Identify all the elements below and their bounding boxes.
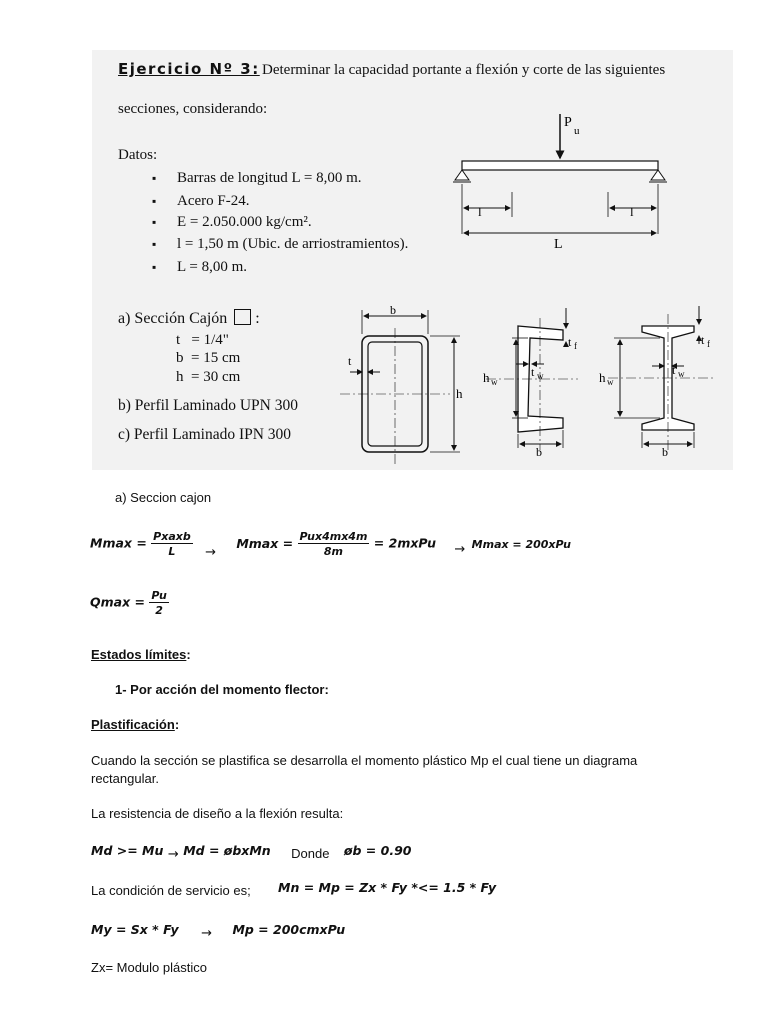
equation-mmax [90,530,571,558]
intro-line-2: secciones, considerando: [118,101,268,117]
fraction [151,530,193,558]
support-left [455,170,469,180]
arrow-icon: → [167,847,179,862]
tf-sub: f [574,341,577,351]
support-right [651,170,665,180]
para1-line1: Cuando la sección se plastifica se desarrolla el momento plástico Mp el cual tiene un diagrama [91,753,638,768]
load-label: P [564,115,572,130]
eq-rhs2: = 2mxPu [373,535,437,551]
section-c-label: c) Perfil Laminado IPN 300 [118,426,292,443]
upn-section-diagram [478,300,593,468]
dato-item: ▪ Barras de longitud L = 8,00 m. [177,170,362,187]
hw-sub: w [607,377,614,387]
tf-label: t [701,333,705,347]
t-label: t [348,354,352,368]
intro-line-1: Determinar la capacidad portante a flexión y corte de las siguientes [262,62,666,78]
hw-label: h [599,370,606,385]
box-symbol-icon [234,309,251,325]
fraction-den: L [168,545,176,558]
tf-sub: f [707,339,710,349]
eq-rhs3: Mmax = 200xPu [471,537,572,551]
fraction [298,530,370,558]
tw-label: t [672,363,676,377]
donde-label: Donde [291,846,330,861]
fraction-num: Pux4mx4m [299,530,368,543]
tw-sub: w [678,369,685,379]
param-h [176,369,240,386]
estados-colon: : [186,647,191,662]
exercise-title: Ejercicio Nº 3: [118,60,260,78]
tw-label: t [531,365,535,379]
arrow-icon: → [454,541,466,557]
load-sub: u [574,125,580,137]
eq-part: Md >= Mu [91,843,164,858]
hw-label: h [483,370,490,385]
fraction-den: 8m [323,545,344,558]
datos-label: Datos: [118,147,158,163]
section-a-text: a) Sección Cajón [118,310,228,327]
section-b-label: b) Perfil Laminado UPN 300 [118,397,298,414]
dato-item: ▪ l = 1,50 m (Ubic. de arriostramientos). [177,236,408,253]
eq-lhs: Qmax = [90,594,145,610]
param-value: = 1/4" [191,332,229,348]
b-label: b [662,445,668,459]
arrow-icon: → [205,544,216,560]
equation-md [91,842,411,860]
eq-part: My = Sx * Fy [91,922,179,937]
b-label: b [536,445,542,459]
dato-item: ▪ L = 8,00 m. [177,259,247,276]
param-name: b [176,350,184,366]
item-momento-flector: 1- Por acción del momento flector: [115,682,329,697]
fraction [149,589,169,617]
fraction-num: Pu [151,589,167,602]
estados-text: Estados límites [91,647,187,662]
box-section-diagram [335,300,475,468]
heading-estados-limites [91,647,191,662]
eq-part: øb = 0.90 [343,843,412,858]
l-left-label: l [478,204,482,219]
eq-part: Md = øbxMn [183,843,271,858]
zx-text: Zx= Modulo plástico [91,960,207,975]
tw-sub: w [537,371,544,381]
param-name: t [176,332,181,348]
plast-text: Plastificación [91,717,175,732]
tf-label: t [568,335,572,349]
l-right-label: l [630,204,634,219]
hw-sub: w [491,377,498,387]
param-b [176,350,240,367]
fraction-den: 2 [155,604,163,617]
para1-line2: rectangular. [91,771,159,786]
param-t [176,332,229,349]
param-name: h [176,369,184,385]
eq-part: Mp = 200cmxPu [232,922,346,937]
eq-lhs2: Mmax = [236,535,294,551]
para2: La resistencia de diseño a la flexión resulta: [91,806,344,821]
section-a-label [118,309,260,328]
equation-mn: Mn = Mp = Zx * Fy *<= 1.5 * Fy [278,880,497,895]
ipn-section-diagram [598,300,723,468]
eq-lhs: Mmax = [90,535,147,551]
beam-diagram [450,112,680,252]
equation-qmax [90,589,169,617]
fraction-num: Pxaxb [153,530,191,543]
heading-plastificacion [91,717,179,732]
dato-item: ▪ E = 2.050.000 kg/cm². [177,214,312,231]
param-value: = 30 cm [191,369,241,385]
L-label: L [554,237,563,252]
equation-my [91,921,345,939]
b-label: b [390,303,396,317]
heading-seccion-cajon: a) Seccion cajon [115,490,212,505]
section-a-colon: : [255,310,260,327]
beam [462,161,658,170]
dato-item: ▪ Acero F-24. [177,193,249,210]
param-value: = 15 cm [191,350,241,366]
cond-text: La condición de servicio es; [91,883,251,898]
h-label: h [456,386,463,401]
plast-colon: : [174,717,180,732]
arrow-icon: → [201,926,212,941]
